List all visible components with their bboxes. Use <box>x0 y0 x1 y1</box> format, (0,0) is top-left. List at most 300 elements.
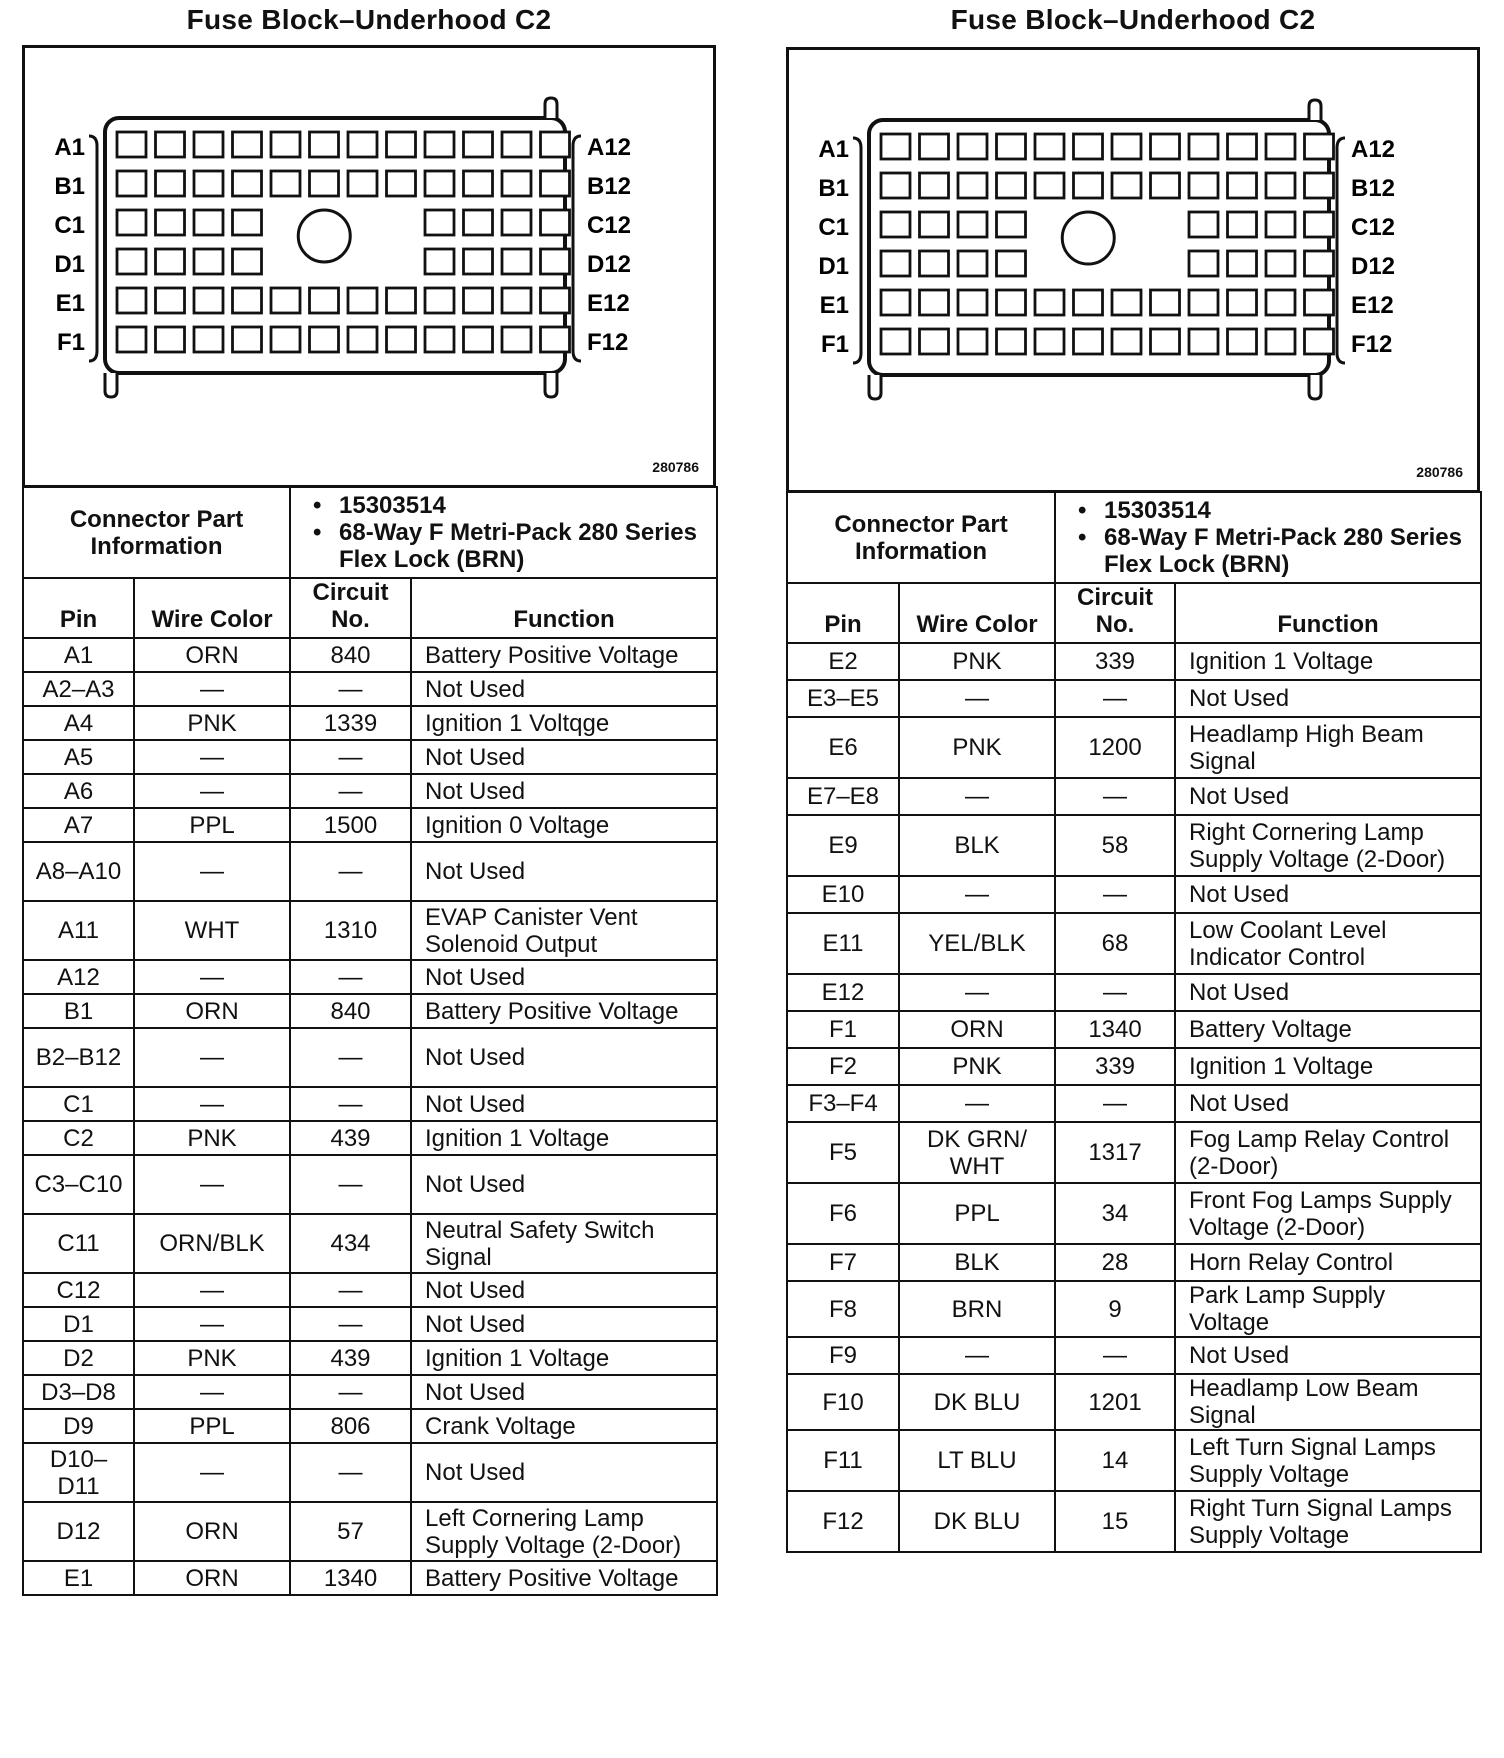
function-cell: Not Used <box>411 774 717 808</box>
part-info-text: 68-Way F Metri-Pack 280 Series Flex Lock (BRN) <box>1104 524 1462 578</box>
pin-cell: E7–E8 <box>787 778 899 815</box>
bullet-icon: • <box>313 492 322 519</box>
pin-cell: A1 <box>23 638 134 672</box>
function-header: Function <box>1175 583 1481 643</box>
connector-part-info-row <box>23 487 717 578</box>
pin-cavity <box>348 288 377 313</box>
circuit-number-cell: — <box>290 740 411 774</box>
table-row <box>23 994 717 1028</box>
wire-color-cell: ORN <box>134 1502 290 1561</box>
table-row <box>23 638 717 672</box>
function-cell: Headlamp High Beam Signal <box>1175 717 1481 778</box>
wire-color-cell: PPL <box>134 1409 290 1443</box>
circuit-number-cell: 1340 <box>290 1561 411 1595</box>
table-row <box>787 1183 1481 1244</box>
pin-cavity <box>271 171 300 196</box>
row-label-right: D12 <box>587 251 632 278</box>
wire-color-cell: PPL <box>134 808 290 842</box>
pin-cavity <box>1305 251 1334 276</box>
circuit-number-cell: — <box>1055 778 1175 815</box>
function-cell: Not Used <box>411 1273 717 1307</box>
pin-cavity <box>425 132 454 157</box>
pin-cavity <box>997 290 1026 315</box>
pin-cell: C12 <box>23 1273 134 1307</box>
table-row <box>23 1214 717 1273</box>
wire-color-cell: — <box>134 1273 290 1307</box>
circuit-number-cell: — <box>1055 680 1175 717</box>
function-cell: Not Used <box>411 1155 717 1214</box>
pin-cavity <box>881 173 910 198</box>
pin-cavity <box>117 249 146 274</box>
center-bolt-hole <box>1062 212 1114 264</box>
function-cell: Not Used <box>411 1087 717 1121</box>
table-row <box>23 706 717 740</box>
pin-cavity <box>920 329 949 354</box>
table-row <box>787 643 1481 680</box>
row-label-left: B1 <box>818 175 849 202</box>
circuit-number-cell: 1310 <box>290 901 411 960</box>
pin-cavity <box>1151 290 1180 315</box>
function-cell: Not Used <box>1175 974 1481 1011</box>
pinout-table <box>22 486 718 1596</box>
pin-cavity <box>920 134 949 159</box>
function-cell: Not Used <box>411 1443 717 1502</box>
function-cell: Ignition 1 Voltage <box>1175 643 1481 680</box>
row-label-left: D1 <box>818 253 849 280</box>
pin-cavity <box>464 327 493 352</box>
row-label-right: A12 <box>587 134 632 161</box>
part-info-item <box>299 492 708 519</box>
wire-color-header: Wire Color <box>899 583 1055 643</box>
circuit-number-cell: — <box>290 1307 411 1341</box>
pin-cavity <box>541 327 570 352</box>
wire-color-cell: — <box>134 1155 290 1214</box>
bottom-left-tab <box>105 373 117 397</box>
table-row <box>787 717 1481 778</box>
top-key-tab <box>1309 100 1321 120</box>
function-cell: Not Used <box>411 1375 717 1409</box>
pin-cavity <box>1189 290 1218 315</box>
pin-cavity <box>920 290 949 315</box>
circuit-number-cell: 1201 <box>1055 1374 1175 1430</box>
pin-cavity <box>1035 134 1064 159</box>
part-info-list <box>1064 497 1472 578</box>
pin-cavity <box>881 290 910 315</box>
pin-cavity <box>233 288 262 313</box>
pin-cavity <box>1074 329 1103 354</box>
row-label-right: B12 <box>587 173 632 200</box>
wire-color-cell: ORN/BLK <box>134 1214 290 1273</box>
function-cell: Not Used <box>411 842 717 901</box>
table-row <box>23 808 717 842</box>
bullet-icon: • <box>1078 524 1087 551</box>
function-cell: Right Turn Signal Lamps Supply Voltage <box>1175 1491 1481 1552</box>
left-latch-bracket <box>853 138 861 363</box>
pin-cavity <box>387 327 416 352</box>
table-row <box>23 740 717 774</box>
circuit-no-header: Circuit No. <box>290 578 411 638</box>
pin-cavity <box>387 171 416 196</box>
table-row <box>23 1307 717 1341</box>
bottom-right-tab <box>1309 375 1321 399</box>
pin-cell: F5 <box>787 1122 899 1183</box>
pin-cavity <box>117 327 146 352</box>
function-cell: Right Cornering Lamp Supply Voltage (2-Door) <box>1175 815 1481 876</box>
wire-color-cell: — <box>899 778 1055 815</box>
pin-cavity <box>1305 329 1334 354</box>
wire-color-cell: BLK <box>899 1244 1055 1281</box>
function-cell: Left Turn Signal Lamps Supply Voltage <box>1175 1430 1481 1491</box>
table-row <box>23 960 717 994</box>
connector-diagram-box <box>22 45 716 488</box>
pin-cavity <box>387 132 416 157</box>
circuit-number-cell: 1200 <box>1055 717 1175 778</box>
wire-color-cell: PNK <box>899 717 1055 778</box>
row-label-right: E12 <box>1351 292 1394 319</box>
circuit-number-cell: 68 <box>1055 913 1175 974</box>
table-header-row <box>23 578 717 638</box>
row-label-left: A1 <box>54 134 85 161</box>
pin-cavity <box>271 327 300 352</box>
pin-cavity <box>1266 251 1295 276</box>
pin-cavity <box>920 251 949 276</box>
pin-cavity <box>1266 134 1295 159</box>
circuit-number-cell: 1339 <box>290 706 411 740</box>
table-row <box>23 1443 717 1502</box>
function-cell: Crank Voltage <box>411 1409 717 1443</box>
pin-cavity <box>310 132 339 157</box>
pin-header: Pin <box>787 583 899 643</box>
row-label-left: C1 <box>818 214 849 241</box>
wire-color-cell: — <box>134 672 290 706</box>
circuit-number-cell: — <box>290 1273 411 1307</box>
circuit-number-cell: 434 <box>290 1214 411 1273</box>
pin-cavity <box>464 132 493 157</box>
pin-cavity <box>194 210 223 235</box>
function-header: Function <box>411 578 717 638</box>
connector-part-info-label: Connector Part Information <box>787 492 1055 583</box>
function-cell: Low Coolant Level Indicator Control <box>1175 913 1481 974</box>
table-row <box>787 1085 1481 1122</box>
pin-cell: C2 <box>23 1121 134 1155</box>
wire-color-cell: — <box>134 774 290 808</box>
wire-color-cell: — <box>134 1087 290 1121</box>
table-row <box>787 1491 1481 1552</box>
pin-cavity <box>502 171 531 196</box>
circuit-number-cell: 439 <box>290 1121 411 1155</box>
pin-cell: D10–D11 <box>23 1443 134 1502</box>
pin-cavity <box>1035 290 1064 315</box>
circuit-number-cell: — <box>290 672 411 706</box>
pin-cavity <box>1305 290 1334 315</box>
pin-cavity <box>1151 134 1180 159</box>
circuit-number-cell: — <box>290 1443 411 1502</box>
pin-cavity <box>194 171 223 196</box>
table-row <box>787 680 1481 717</box>
pin-cavity <box>194 249 223 274</box>
circuit-number-cell: — <box>290 1375 411 1409</box>
pin-cavity <box>425 210 454 235</box>
pin-cavity <box>348 171 377 196</box>
wire-color-cell: PNK <box>899 643 1055 680</box>
bullet-icon: • <box>313 519 322 546</box>
pin-cavity <box>194 327 223 352</box>
pin-cell: E3–E5 <box>787 680 899 717</box>
table-row <box>787 1374 1481 1430</box>
panel-title: Fuse Block–Underhood C2 <box>186 4 552 35</box>
circuit-number-cell: — <box>1055 1337 1175 1374</box>
function-cell: Not Used <box>411 960 717 994</box>
pin-cavity <box>1074 134 1103 159</box>
pin-cell: D9 <box>23 1409 134 1443</box>
pin-cavity <box>1189 329 1218 354</box>
pin-cavity <box>233 210 262 235</box>
pin-cavity <box>1228 212 1257 237</box>
part-info-item <box>1064 497 1472 524</box>
row-label-left: D1 <box>54 251 85 278</box>
function-cell: Not Used <box>1175 1337 1481 1374</box>
function-cell: Ignition 1 Voltage <box>1175 1048 1481 1085</box>
pin-cavity <box>1228 290 1257 315</box>
row-label-left: E1 <box>55 290 85 317</box>
pin-cell: A4 <box>23 706 134 740</box>
pin-cavity <box>425 327 454 352</box>
wire-color-cell: DK BLU <box>899 1374 1055 1430</box>
circuit-number-cell: — <box>290 774 411 808</box>
circuit-no-header: Circuit No. <box>1055 583 1175 643</box>
pin-cavity <box>425 171 454 196</box>
pin-cavity <box>1305 173 1334 198</box>
function-cell: Not Used <box>411 740 717 774</box>
pin-cavity <box>233 132 262 157</box>
pin-cavity <box>117 132 146 157</box>
wire-color-cell: YEL/BLK <box>899 913 1055 974</box>
function-cell: Horn Relay Control <box>1175 1244 1481 1281</box>
pin-cavity <box>997 329 1026 354</box>
wire-color-cell: — <box>134 960 290 994</box>
table-row <box>23 1502 717 1561</box>
row-label-right: D12 <box>1351 253 1396 280</box>
center-bolt-hole <box>298 210 350 262</box>
pin-cell: F12 <box>787 1491 899 1552</box>
table-row <box>787 1337 1481 1374</box>
row-label-right: F12 <box>1351 331 1393 358</box>
circuit-number-cell: — <box>290 842 411 901</box>
pin-cavity <box>1035 173 1064 198</box>
pin-cell: F2 <box>787 1048 899 1085</box>
pin-cell: A7 <box>23 808 134 842</box>
figure-number: 280786 <box>652 459 699 475</box>
function-cell: Ignition 1 Voltage <box>411 1341 717 1375</box>
connector-part-info-label: Connector Part Information <box>23 487 290 578</box>
wire-color-cell: DK BLU <box>899 1491 1055 1552</box>
pin-cavity <box>541 249 570 274</box>
wire-color-cell: PNK <box>134 706 290 740</box>
pin-cavity <box>1074 290 1103 315</box>
pin-cavity <box>920 173 949 198</box>
pin-cavity <box>156 132 185 157</box>
circuit-number-cell: — <box>290 1155 411 1214</box>
pin-cavity <box>1228 329 1257 354</box>
function-cell: Battery Positive Voltage <box>411 1561 717 1595</box>
pin-cell: E1 <box>23 1561 134 1595</box>
pin-cavity <box>194 288 223 313</box>
function-cell: Not Used <box>1175 680 1481 717</box>
pin-cavity <box>541 210 570 235</box>
wire-color-cell: — <box>134 1443 290 1502</box>
pin-cavity <box>881 212 910 237</box>
pin-cavity <box>310 327 339 352</box>
pin-cell: F6 <box>787 1183 899 1244</box>
function-cell: Headlamp Low Beam Signal <box>1175 1374 1481 1430</box>
table-row <box>23 672 717 706</box>
pin-cell: E12 <box>787 974 899 1011</box>
panel-title: Fuse Block–Underhood C2 <box>950 4 1316 35</box>
wire-color-cell: — <box>899 1085 1055 1122</box>
connector-part-info-values <box>1055 492 1481 583</box>
row-label-right: E12 <box>587 290 630 317</box>
circuit-number-cell: 1500 <box>290 808 411 842</box>
circuit-number-cell: 28 <box>1055 1244 1175 1281</box>
pin-cavity <box>997 212 1026 237</box>
wire-color-cell: — <box>134 1307 290 1341</box>
circuit-number-cell: 58 <box>1055 815 1175 876</box>
pin-cavity <box>271 288 300 313</box>
pin-cavity <box>958 212 987 237</box>
row-label-right: B12 <box>1351 175 1396 202</box>
wire-color-cell: — <box>899 974 1055 1011</box>
pin-cavity <box>233 327 262 352</box>
pin-cell: F7 <box>787 1244 899 1281</box>
function-cell: Not Used <box>1175 778 1481 815</box>
pin-cavity <box>425 288 454 313</box>
circuit-number-cell: 1340 <box>1055 1011 1175 1048</box>
pin-cell: E6 <box>787 717 899 778</box>
pin-cavity <box>348 327 377 352</box>
pin-cavity <box>156 327 185 352</box>
bottom-right-tab <box>545 373 557 397</box>
pin-cell: E11 <box>787 913 899 974</box>
pin-cavity <box>156 210 185 235</box>
row-label-right: C12 <box>1351 214 1396 241</box>
pin-cavity <box>425 249 454 274</box>
pin-cavity <box>1266 329 1295 354</box>
function-cell: Ignition 1 Voltage <box>411 1121 717 1155</box>
wire-color-cell: — <box>134 842 290 901</box>
pin-cavity <box>464 171 493 196</box>
pin-cavity <box>1266 173 1295 198</box>
pin-cavity <box>1112 173 1141 198</box>
wire-color-cell: — <box>134 740 290 774</box>
pin-cavity <box>502 249 531 274</box>
pin-cavity <box>1035 329 1064 354</box>
pin-cavity <box>1189 134 1218 159</box>
table-row <box>787 1048 1481 1085</box>
pin-cavity <box>1189 251 1218 276</box>
function-cell: Not Used <box>411 672 717 706</box>
pin-cell: E2 <box>787 643 899 680</box>
circuit-number-cell: 1317 <box>1055 1122 1175 1183</box>
bottom-left-tab <box>869 375 881 399</box>
pin-cell: F1 <box>787 1011 899 1048</box>
part-info-item <box>1064 524 1472 578</box>
table-row <box>787 1122 1481 1183</box>
table-row <box>787 1011 1481 1048</box>
pin-header: Pin <box>23 578 134 638</box>
wire-color-cell: PNK <box>134 1341 290 1375</box>
circuit-number-cell: 9 <box>1055 1281 1175 1337</box>
pin-cell: D1 <box>23 1307 134 1341</box>
pin-cavity <box>271 132 300 157</box>
wire-color-header: Wire Color <box>134 578 290 638</box>
table-row <box>23 1155 717 1214</box>
wire-color-cell: ORN <box>134 994 290 1028</box>
table-header-row <box>787 583 1481 643</box>
table-row <box>787 1430 1481 1491</box>
row-label-left: F1 <box>820 331 849 358</box>
pin-cavity <box>920 212 949 237</box>
circuit-number-cell: 339 <box>1055 643 1175 680</box>
circuit-number-cell: — <box>1055 974 1175 1011</box>
pin-cavity <box>387 288 416 313</box>
circuit-number-cell: — <box>290 1028 411 1087</box>
pin-cavity <box>958 290 987 315</box>
pin-cell: A12 <box>23 960 134 994</box>
circuit-number-cell: 14 <box>1055 1430 1175 1491</box>
part-info-list <box>299 492 708 573</box>
table-row <box>787 974 1481 1011</box>
table-row <box>23 1087 717 1121</box>
table-row <box>23 1409 717 1443</box>
function-cell: Ignition 1 Voltqge <box>411 706 717 740</box>
pin-cell: D2 <box>23 1341 134 1375</box>
pin-cavity <box>958 134 987 159</box>
pin-cell: A5 <box>23 740 134 774</box>
pin-cavity <box>117 171 146 196</box>
pin-cell: A11 <box>23 901 134 960</box>
pin-cell: F3–F4 <box>787 1085 899 1122</box>
pin-cell: C3–C10 <box>23 1155 134 1214</box>
table-row <box>787 1281 1481 1337</box>
table-row <box>23 1121 717 1155</box>
pin-cavity <box>958 251 987 276</box>
table-row <box>23 842 717 901</box>
table-row <box>787 778 1481 815</box>
function-cell: Not Used <box>1175 876 1481 913</box>
table-row <box>787 876 1481 913</box>
row-label-right: F12 <box>587 329 629 356</box>
circuit-number-cell: 57 <box>290 1502 411 1561</box>
row-label-right: A12 <box>1351 136 1396 163</box>
table-row <box>23 1028 717 1087</box>
circuit-number-cell: 15 <box>1055 1491 1175 1552</box>
wire-color-cell: — <box>899 1337 1055 1374</box>
table-row <box>787 1244 1481 1281</box>
function-cell: Not Used <box>411 1028 717 1087</box>
function-cell: Not Used <box>411 1307 717 1341</box>
function-cell: Battery Positive Voltage <box>411 994 717 1028</box>
pinout-table <box>786 491 1482 1553</box>
wire-color-cell: LT BLU <box>899 1430 1055 1491</box>
pin-cavity <box>156 171 185 196</box>
circuit-number-cell: — <box>1055 1085 1175 1122</box>
wire-color-cell: — <box>899 876 1055 913</box>
pin-cavity <box>1112 290 1141 315</box>
function-cell: Park Lamp Supply Voltage <box>1175 1281 1481 1337</box>
table-row <box>23 1561 717 1595</box>
function-cell: Battery Voltage <box>1175 1011 1481 1048</box>
table-row <box>23 1375 717 1409</box>
